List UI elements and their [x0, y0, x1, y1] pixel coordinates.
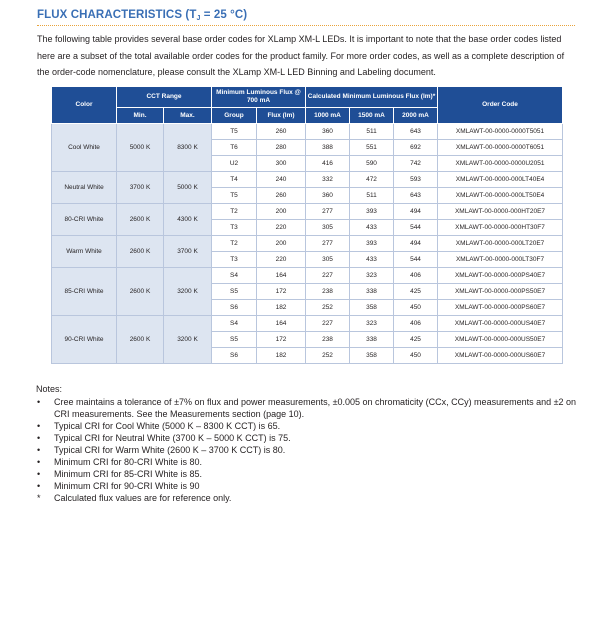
cell-order-code: XMLAWT-00-0000-000LT30F7	[438, 252, 563, 268]
cell-2000ma: 425	[394, 332, 438, 348]
cell-1000ma: 388	[306, 140, 350, 156]
header-max: Max.	[164, 108, 212, 124]
notes-title: Notes:	[36, 384, 63, 394]
note-text: Minimum CRI for 80-CRI White is 80.	[54, 457, 203, 467]
cell-group: S4	[212, 268, 257, 284]
cell-color: Cool White	[52, 124, 117, 172]
cell-group: T2	[212, 236, 257, 252]
table-header-row	[52, 87, 563, 108]
cell-order-code: XMLAWT-00-0000-0000U2051	[438, 156, 563, 172]
cell-cct-min: 3700 K	[117, 172, 164, 204]
cell-flux: 200	[257, 204, 306, 220]
table-row	[52, 204, 563, 220]
flux-table	[51, 86, 563, 364]
cell-1500ma: 433	[350, 252, 394, 268]
cell-group: T5	[212, 188, 257, 204]
cell-color: 85-CRI White	[52, 268, 117, 316]
cell-1000ma: 332	[306, 172, 350, 188]
note-item	[36, 444, 581, 456]
note-item	[36, 396, 581, 420]
cell-2000ma: 406	[394, 316, 438, 332]
cell-group: S6	[212, 300, 257, 316]
cell-group: T3	[212, 252, 257, 268]
cell-2000ma: 450	[394, 300, 438, 316]
cell-2000ma: 450	[394, 348, 438, 364]
note-marker: •	[37, 445, 41, 455]
cell-order-code: XMLAWT-00-0000-000LT20E7	[438, 236, 563, 252]
note-item	[36, 480, 581, 492]
cell-1000ma: 360	[306, 124, 350, 140]
cell-cct-max: 3200 K	[164, 316, 212, 364]
notes-section	[36, 383, 581, 504]
cell-group: T4	[212, 172, 257, 188]
cell-1000ma: 305	[306, 252, 350, 268]
note-text: Minimum CRI for 90-CRI White is 90	[54, 481, 200, 491]
cell-1000ma: 227	[306, 316, 350, 332]
note-text: Calculated flux values are for reference only.	[54, 493, 232, 503]
section-heading	[37, 9, 575, 26]
cell-order-code: XMLAWT-00-0000-000US40E7	[438, 316, 563, 332]
heading-suffix: = 25 °C)	[200, 9, 248, 21]
note-marker: •	[37, 397, 41, 407]
table-row	[52, 268, 563, 284]
cell-1500ma: 472	[350, 172, 394, 188]
header-flux-lm: Flux (lm)	[257, 108, 306, 124]
cell-order-code: XMLAWT-00-0000-0000T5051	[438, 124, 563, 140]
cell-cct-max: 4300 K	[164, 204, 212, 236]
note-item	[36, 492, 581, 504]
cell-2000ma: 494	[394, 236, 438, 252]
cell-cct-min: 5000 K	[117, 124, 164, 172]
cell-order-code: XMLAWT-00-0000-000PS60E7	[438, 300, 563, 316]
cell-order-code: XMLAWT-00-0000-000US60E7	[438, 348, 563, 364]
table-row	[52, 124, 563, 140]
intro-paragraph: The following table provides several base order codes for XLamp XM-L LEDs. It is important to note that the base order codes listed here are a subset of the total available order codes for the product family. For more order codes, as well as a complete description of the order-code nomenclature, please consult the XLamp XM-L LED Binning and Labeling document.	[37, 34, 565, 78]
table-row	[52, 316, 563, 332]
cell-flux: 240	[257, 172, 306, 188]
cell-1500ma: 358	[350, 348, 394, 364]
cell-order-code: XMLAWT-00-0000-000US50E7	[438, 332, 563, 348]
cell-group: S5	[212, 284, 257, 300]
cell-1500ma: 511	[350, 188, 394, 204]
cell-1500ma: 393	[350, 204, 394, 220]
cell-2000ma: 406	[394, 268, 438, 284]
note-item	[36, 420, 581, 432]
cell-cct-min: 2600 K	[117, 204, 164, 236]
cell-2000ma: 692	[394, 140, 438, 156]
header-1500ma: 1500 mA	[350, 108, 394, 124]
cell-group: S5	[212, 332, 257, 348]
cell-2000ma: 742	[394, 156, 438, 172]
cell-color: 80-CRI White	[52, 204, 117, 236]
cell-color: 90-CRI White	[52, 316, 117, 364]
cell-flux: 164	[257, 316, 306, 332]
cell-flux: 182	[257, 300, 306, 316]
cell-order-code: XMLAWT-00-0000-000PS40E7	[438, 268, 563, 284]
cell-flux: 182	[257, 348, 306, 364]
cell-flux: 220	[257, 252, 306, 268]
cell-group: S4	[212, 316, 257, 332]
cell-2000ma: 593	[394, 172, 438, 188]
cell-1500ma: 338	[350, 284, 394, 300]
heading-prefix: FLUX CHARACTERISTICS (T	[37, 9, 197, 21]
cell-flux: 172	[257, 332, 306, 348]
heading-subscript: J	[196, 15, 201, 22]
cell-cct-max: 8300 K	[164, 124, 212, 172]
cell-flux: 220	[257, 220, 306, 236]
cell-flux: 260	[257, 124, 306, 140]
header-cct-range: CCT Range	[117, 87, 212, 108]
table-row	[52, 172, 563, 188]
cell-2000ma: 544	[394, 220, 438, 236]
cell-order-code: XMLAWT-00-0000-000LT40E4	[438, 172, 563, 188]
note-text: Typical CRI for Warm White (2600 K – 3700 K CCT) is 80.	[54, 445, 286, 455]
cell-cct-min: 2600 K	[117, 268, 164, 316]
cell-flux: 300	[257, 156, 306, 172]
cell-cct-max: 3200 K	[164, 268, 212, 316]
cell-order-code: XMLAWT-00-0000-000HT20E7	[438, 204, 563, 220]
header-order-code: Order Code	[438, 87, 563, 124]
cell-1500ma: 393	[350, 236, 394, 252]
cell-order-code: XMLAWT-00-0000-000PS50E7	[438, 284, 563, 300]
cell-1000ma: 252	[306, 348, 350, 364]
cell-flux: 164	[257, 268, 306, 284]
note-item	[36, 468, 581, 480]
notes-list	[36, 396, 581, 504]
note-marker: •	[37, 469, 41, 479]
cell-color: Warm White	[52, 236, 117, 268]
note-text: Typical CRI for Cool White (5000 K – 8300 K CCT) is 65.	[54, 421, 281, 431]
cell-group: T2	[212, 204, 257, 220]
cell-group: S6	[212, 348, 257, 364]
cell-1000ma: 277	[306, 236, 350, 252]
cell-group: T6	[212, 140, 257, 156]
note-item	[36, 456, 581, 468]
cell-1000ma: 227	[306, 268, 350, 284]
cell-2000ma: 643	[394, 124, 438, 140]
note-text: Minimum CRI for 85-CRI White is 85.	[54, 469, 203, 479]
header-group: Group	[212, 108, 257, 124]
cell-2000ma: 425	[394, 284, 438, 300]
header-1000ma: 1000 mA	[306, 108, 350, 124]
cell-flux: 172	[257, 284, 306, 300]
cell-1500ma: 323	[350, 268, 394, 284]
cell-flux: 280	[257, 140, 306, 156]
cell-1500ma: 433	[350, 220, 394, 236]
cell-group: U2	[212, 156, 257, 172]
cell-1500ma: 358	[350, 300, 394, 316]
cell-1000ma: 277	[306, 204, 350, 220]
cell-2000ma: 544	[394, 252, 438, 268]
header-color: Color	[52, 87, 117, 124]
note-marker: *	[37, 493, 41, 503]
header-min: Min.	[117, 108, 164, 124]
cell-order-code: XMLAWT-00-0000-000HT30F7	[438, 220, 563, 236]
cell-1500ma: 551	[350, 140, 394, 156]
cell-cct-max: 5000 K	[164, 172, 212, 204]
cell-1500ma: 590	[350, 156, 394, 172]
cell-cct-min: 2600 K	[117, 236, 164, 268]
note-marker: •	[37, 457, 41, 467]
cell-flux: 200	[257, 236, 306, 252]
header-2000ma: 2000 mA	[394, 108, 438, 124]
cell-flux: 260	[257, 188, 306, 204]
cell-1000ma: 238	[306, 284, 350, 300]
cell-1500ma: 323	[350, 316, 394, 332]
note-item	[36, 432, 581, 444]
cell-1000ma: 416	[306, 156, 350, 172]
cell-1500ma: 511	[350, 124, 394, 140]
note-text: Cree maintains a tolerance of ±7% on flux and power measurements, ±0.005 on chromaticity (CCx, CCy) measurements and ±2 on CRI measurements. See the Measurements section (page 10).	[54, 397, 577, 419]
table-body	[52, 124, 563, 364]
cell-color: Neutral White	[52, 172, 117, 204]
cell-1000ma: 305	[306, 220, 350, 236]
cell-order-code: XMLAWT-00-0000-0000T6051	[438, 140, 563, 156]
cell-cct-max: 3700 K	[164, 236, 212, 268]
note-text: Typical CRI for Neutral White (3700 K – 5000 K CCT) is 75.	[54, 433, 291, 443]
cell-2000ma: 494	[394, 204, 438, 220]
cell-group: T5	[212, 124, 257, 140]
note-marker: •	[37, 433, 41, 443]
cell-1000ma: 238	[306, 332, 350, 348]
table-row	[52, 236, 563, 252]
note-marker: •	[37, 421, 41, 431]
cell-cct-min: 2600 K	[117, 316, 164, 364]
cell-1500ma: 338	[350, 332, 394, 348]
cell-order-code: XMLAWT-00-0000-000LT50E4	[438, 188, 563, 204]
header-min-flux: Minimum Luminous Flux @ 700 mA	[212, 87, 306, 108]
cell-1000ma: 252	[306, 300, 350, 316]
header-calc-flux: Calculated Minimum Luminous Flux (lm)*	[306, 87, 438, 108]
cell-group: T3	[212, 220, 257, 236]
note-marker: •	[37, 481, 41, 491]
cell-1000ma: 360	[306, 188, 350, 204]
cell-2000ma: 643	[394, 188, 438, 204]
